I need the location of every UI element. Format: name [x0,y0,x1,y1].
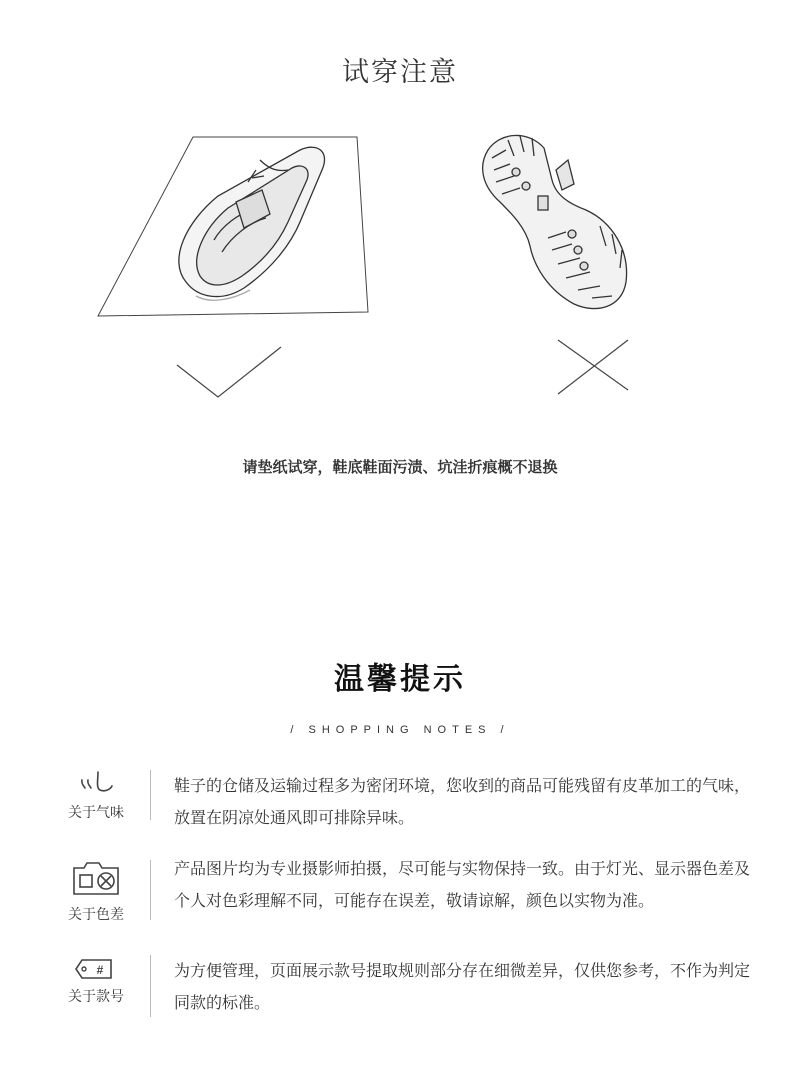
fitting-title: 试穿注意 [342,57,458,88]
shoe-on-paper-image [179,147,325,300]
color-label: 关于色差 [68,907,124,923]
fitting-note: 请垫纸试穿，鞋底鞋面污渍、坑洼折痕概不退换 [242,458,558,476]
tips-title: 温馨提示 [334,662,466,697]
smell-label: 关于气味 [68,805,124,821]
tag-symbol: # [96,963,104,977]
divider-line [150,955,151,1017]
tag-icon [74,958,114,980]
model-text: 为方便管理，页面展示款号提取规则部分存在细微差异，仅供您参考，不作为判定同款的标准。 [174,961,751,1012]
tips-subtitle: / SHOPPING NOTES / [290,724,510,736]
smell-icon [76,766,126,796]
camera-icon [70,858,122,898]
shoe-sole-image [483,135,627,308]
model-label: 关于款号 [68,989,124,1005]
smell-text: 鞋子的仓储及运输过程多为密闭环境，您收到的商品可能残留有皮革加工的气味，放置在阴凉处通风即可排除异味。 [174,776,751,827]
divider-line [150,860,151,920]
divider-line [150,770,151,820]
check-mark [177,347,281,397]
fitting-illustration [0,0,800,420]
color-text: 产品图片均为专业摄影师拍摄，尽可能与实物保持一致。由于灯光、显示器色差及个人对色彩理解不同，可能存在误差，敬请谅解，颜色以实物为准。 [174,859,751,910]
